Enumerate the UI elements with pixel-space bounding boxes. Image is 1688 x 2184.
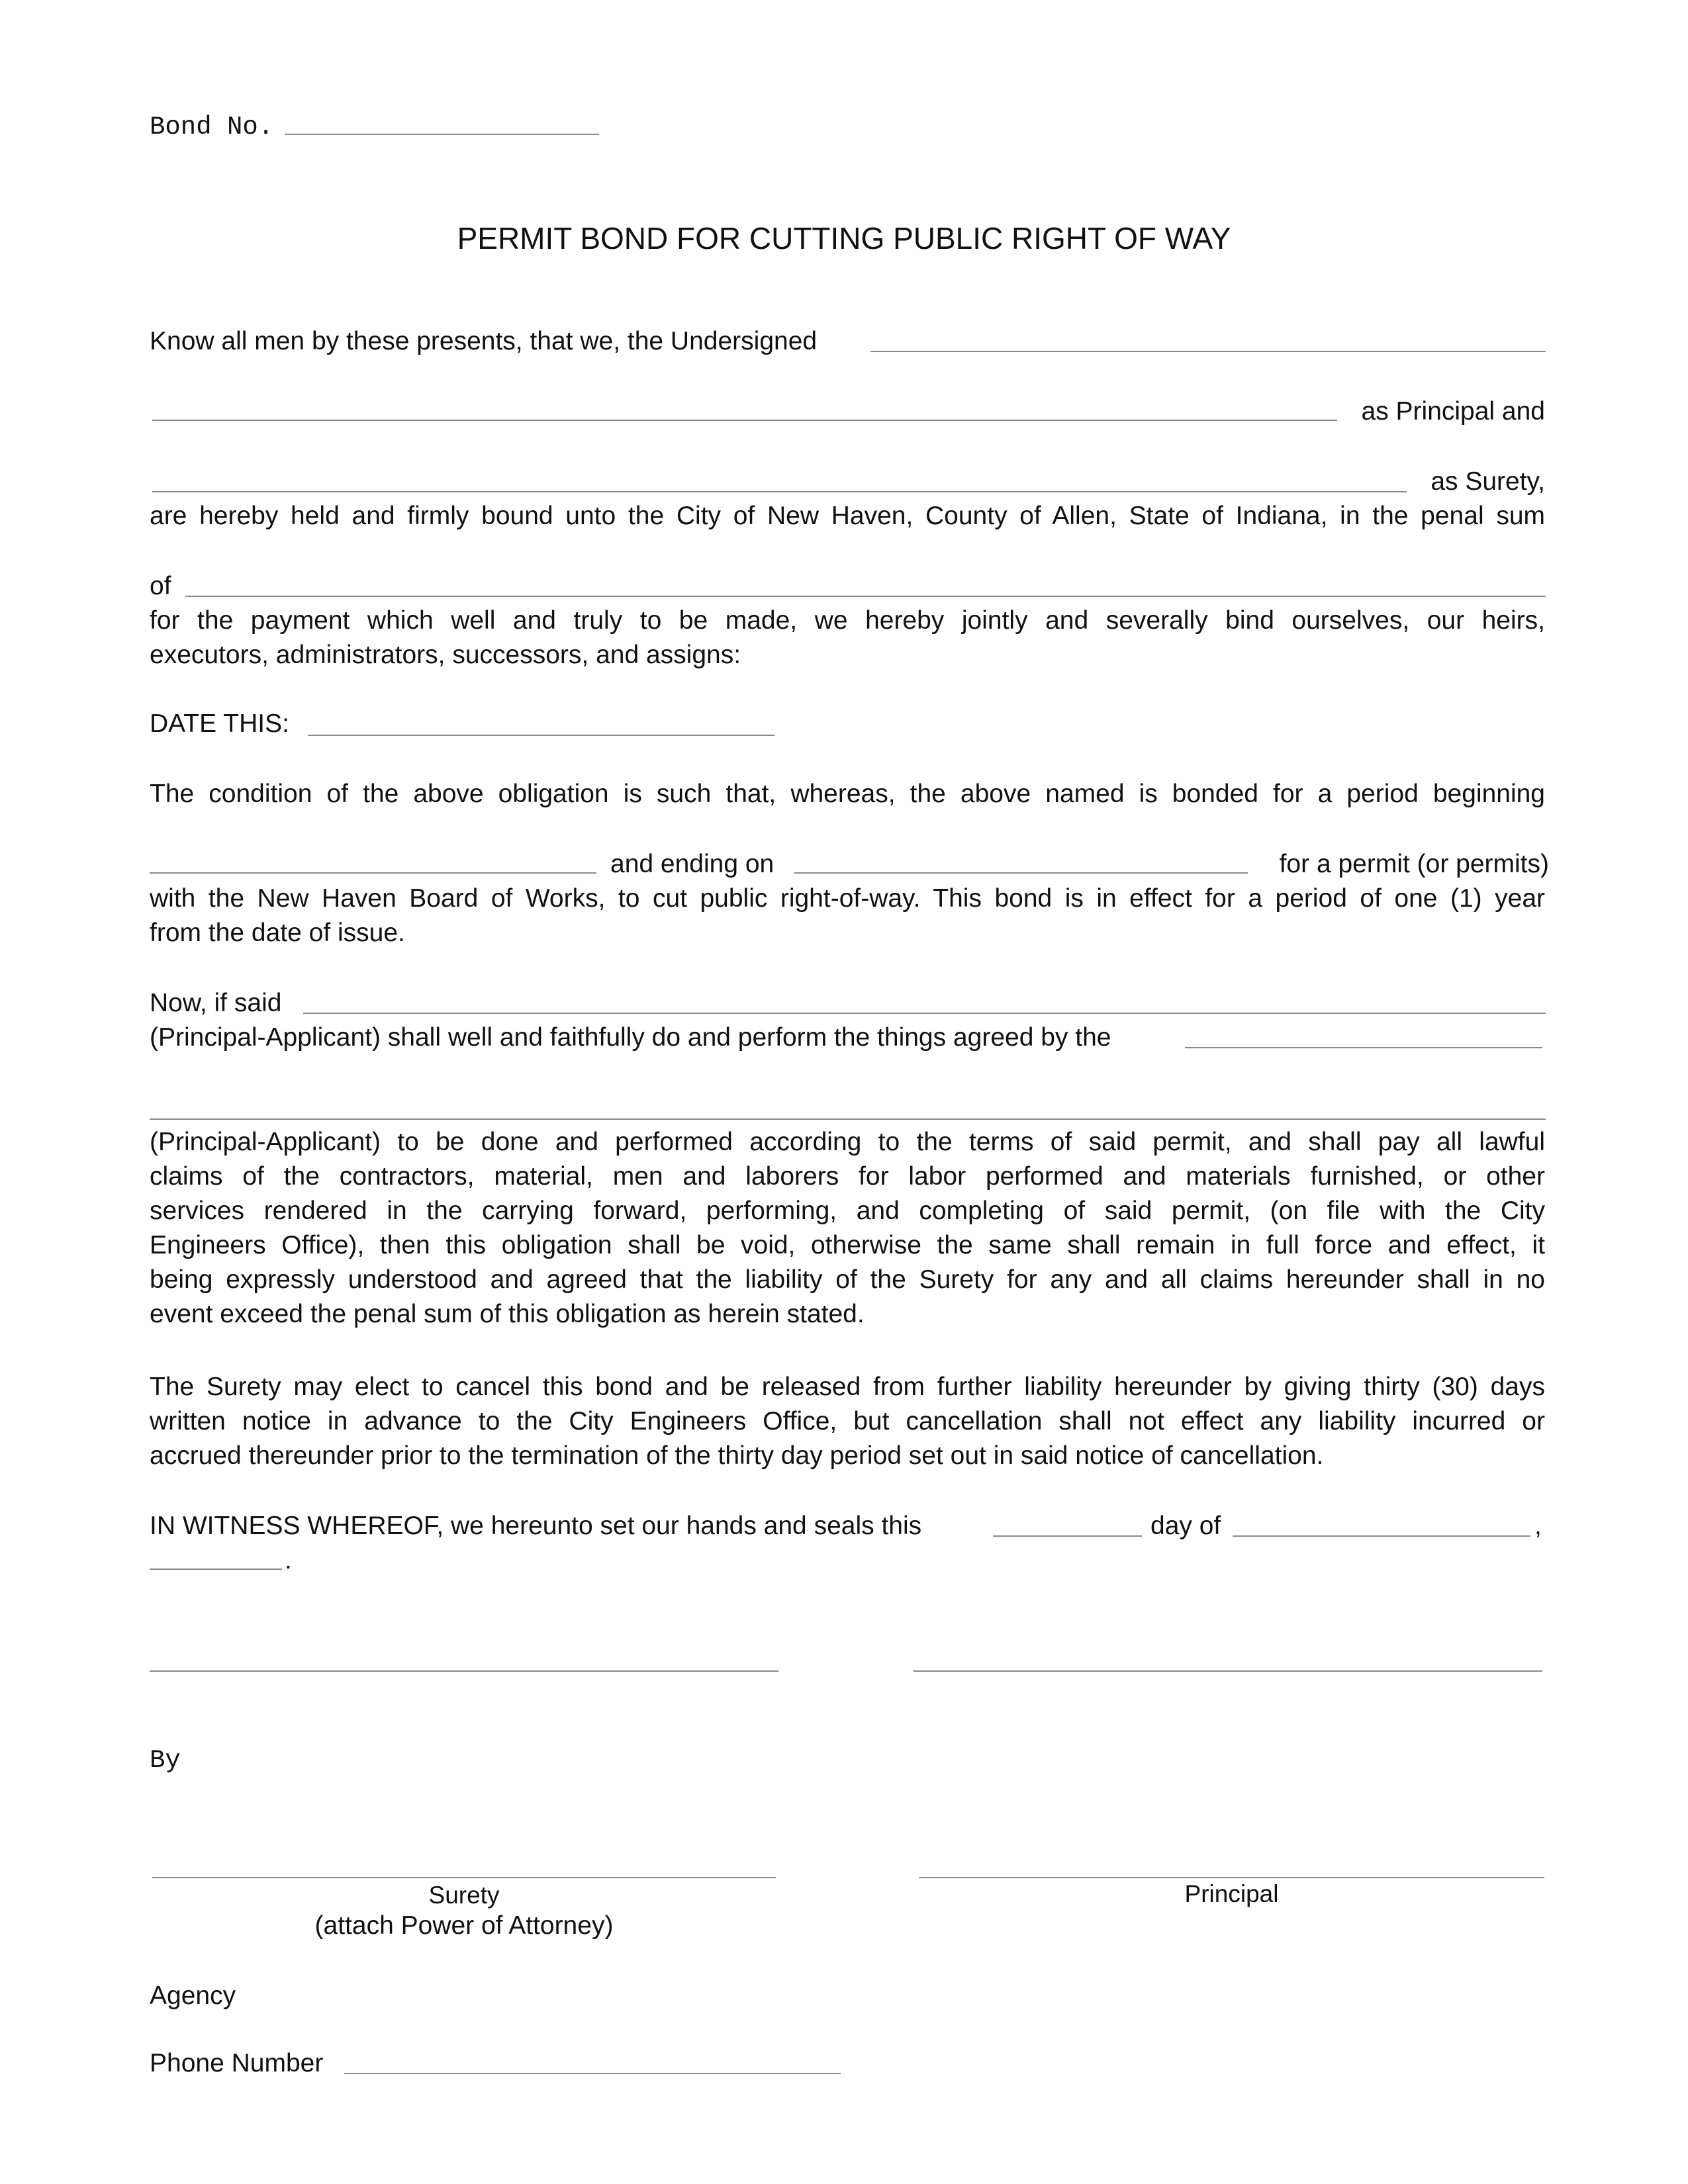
condition-line-1: The condition of the above obligation is such that, whereas, the above named is bonded for a period beginning: [150, 780, 1545, 808]
held-bound-text: are hereby held and firmly bound unto the City of New Haven, County of Allen, State of Indiana, in the penal sum: [150, 502, 1545, 530]
obligation-line: Engineers Office), then this obligation shall be void, otherwise the same shall remain in full force and effect, it: [150, 1231, 1545, 1259]
payment-line-2: executors, administrators, successors, and assigns:: [150, 641, 741, 669]
condition-line-3: with the New Haven Board of Works, to cut public right-of-way. This bond is in effect for a period of one (1) year: [150, 884, 1545, 913]
principal-name-field[interactable]: [152, 420, 1337, 421]
witness-day-field[interactable]: [993, 1535, 1142, 1537]
of-text: of: [150, 572, 171, 600]
period-begin-field[interactable]: [150, 872, 596, 874]
agreed-by-field-continued[interactable]: [150, 1118, 1546, 1120]
cancel-line: accrued thereunder prior to the termination of the thirty day period set out in said notice of cancellation.: [150, 1441, 1324, 1470]
cancel-paragraph: [150, 1370, 1545, 1473]
document-title: PERMIT BOND FOR CUTTING PUBLIC RIGHT OF WAY: [457, 221, 1231, 255]
obligation-line: (Principal-Applicant) to be done and performed according to the terms of said permit, and shall pay all lawful: [150, 1128, 1545, 1156]
obligation-line: services rendered in the carrying forward, performing, and completing of said permit, (on file with the City: [150, 1197, 1545, 1225]
obligation-line: claims of the contractors, material, men and laborers for labor performed and materials furnished, or other: [150, 1162, 1545, 1191]
now-if-said-field[interactable]: [303, 1013, 1546, 1014]
principal-applicant-text: (Principal-Applicant) shall well and faithfully do and perform the things agreed by the: [150, 1023, 1111, 1052]
witness-comma: ,: [1534, 1512, 1542, 1540]
witness-text: IN WITNESS WHEREOF, we hereunto set our hands and seals this: [150, 1512, 922, 1540]
bond-no-label: Bond No.: [150, 113, 274, 142]
as-principal-text: as Principal and: [1361, 397, 1545, 426]
surety-name-field[interactable]: [152, 491, 1407, 492]
for-permit-text: for a permit (or permits): [1279, 850, 1549, 878]
date-field[interactable]: [308, 735, 774, 736]
payment-line-1: for the payment which well and truly to be made, we hereby jointly and severally bind ourselves, our heirs,: [150, 606, 1545, 635]
attach-poa-label: (attach Power of Attorney): [314, 1911, 614, 1940]
undersigned-field[interactable]: [870, 351, 1546, 352]
now-if-said-text: Now, if said: [150, 989, 282, 1017]
penal-sum-field[interactable]: [185, 596, 1546, 597]
obligation-line: event exceed the penal sum of this obligation as herein stated.: [150, 1300, 865, 1328]
know-all-text: Know all men by these presents, that we, the Undersigned: [150, 327, 818, 355]
period-end-field[interactable]: [794, 872, 1248, 874]
date-this-label: DATE THIS:: [150, 709, 289, 738]
agency-label: Agency: [150, 1981, 236, 2010]
condition-line-4: from the date of issue.: [150, 919, 405, 947]
obligation-paragraph: [150, 1125, 1545, 1332]
cancel-line: The Surety may elect to cancel this bond and be released from further liability hereunder by giving thirty (30) days: [150, 1373, 1545, 1401]
principal-label: Principal: [1184, 1880, 1279, 1907]
phone-number-field[interactable]: [344, 2073, 841, 2074]
day-of-text: day of: [1150, 1512, 1221, 1540]
witness-month-field[interactable]: [1233, 1535, 1530, 1537]
by-label: By: [150, 1746, 181, 1775]
principal-name-signature-line[interactable]: [914, 1670, 1542, 1672]
ending-on-text: and ending on: [610, 850, 774, 878]
as-surety-text: as Surety,: [1430, 467, 1545, 496]
cancel-line: written notice in advance to the City Engineers Office, but cancellation shall not effect any liability incurred or: [150, 1407, 1545, 1435]
surety-label: Surety: [428, 1882, 500, 1909]
agreed-by-field[interactable]: [1185, 1047, 1542, 1048]
witness-period: .: [285, 1546, 292, 1574]
surety-name-signature-line[interactable]: [150, 1670, 778, 1672]
obligation-line: being expressly understood and agreed that the liability of the Surety for any and all claims hereunder shall in no: [150, 1265, 1545, 1294]
bond-no-field[interactable]: [285, 134, 599, 135]
phone-number-label: Phone Number: [150, 2049, 324, 2077]
witness-year-field[interactable]: [150, 1569, 282, 1570]
